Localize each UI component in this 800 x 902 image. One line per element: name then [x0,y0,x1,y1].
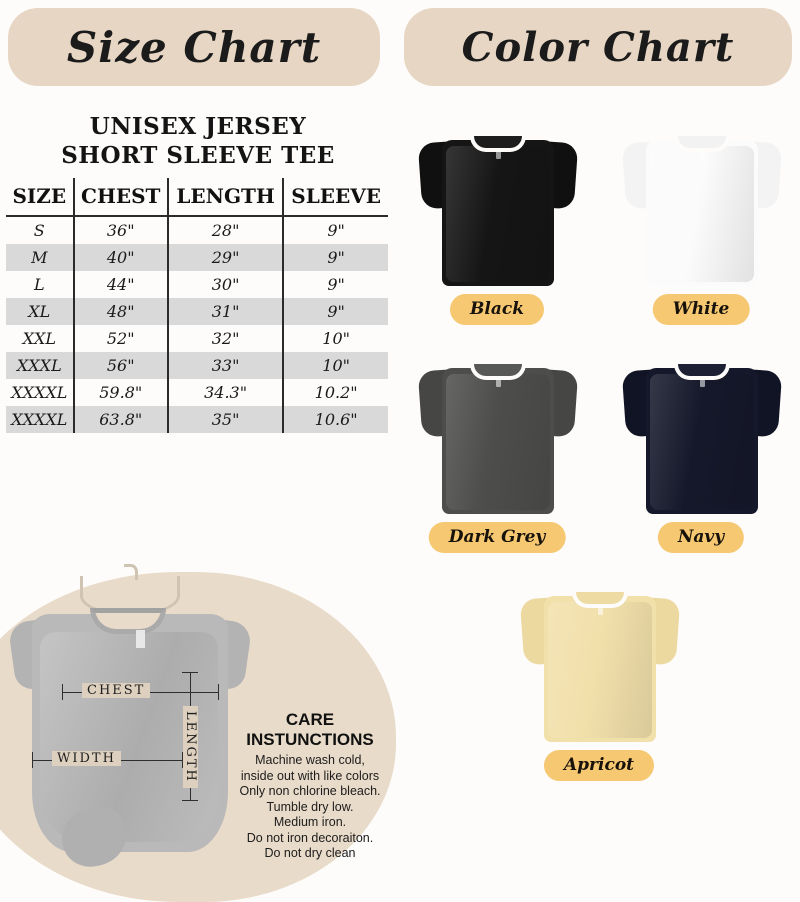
grey-tee-photo [10,572,250,872]
cell-chest: 44" [74,271,168,298]
color-swatch-white[interactable] [606,124,796,336]
care-instructions-line: Machine wash cold, [255,753,365,767]
cell-sleeve: 10" [322,329,350,348]
table-row [6,244,388,271]
table-row [6,379,388,406]
color-label-pill: Dark Grey [429,522,566,553]
width-dimension-tick-left [32,752,33,768]
care-instructions-line: Tumble dry low. [266,799,354,814]
width-dimension-label: WIDTH [52,751,121,766]
cell-length: 29" [168,244,283,271]
care-instructions-line: Do not dry clean [264,846,356,860]
cell-chest: 36" [74,216,168,244]
tee-shading [650,146,754,282]
tee-collar [678,136,726,148]
cell-length: 33" [168,352,283,379]
tee-neck-tag [598,606,603,615]
care-instructions-block [222,710,398,862]
tee-illustration [624,124,780,286]
care-instructions-line: inside out with like colors [240,768,380,783]
tee-illustration [420,352,576,514]
length-dimension-tick-top [182,672,198,673]
care-instructions-line: Do not iron decoraiton. [246,830,374,845]
chest-dimension-label: CHEST [82,683,150,698]
care-instructions-line: Medium iron. [273,815,347,829]
cell-sleeve: 10" [283,352,388,379]
color-label-pill: White [653,294,750,325]
hanger-hook-icon [124,564,138,580]
size-chart-banner-title: Size Chart [66,22,322,72]
tee-illustration [624,352,780,514]
table-row [6,216,388,244]
length-dimension-tick-bottom [182,800,198,801]
size-table-header-chest: CHEST [74,178,168,216]
cell-sleeve: 9" [283,244,388,271]
cell-sleeve: 10.6" [283,406,388,433]
cell-size: L [6,271,74,298]
cell-length: 35" [168,406,283,433]
tee-neck-tag [136,630,145,648]
tee-illustration [522,580,678,742]
length-dimension-label: LENGTH [183,706,198,788]
color-swatch-black[interactable] [402,124,592,336]
size-chart-heading-line2: SHORT SLEEVE TEE [61,142,335,169]
tee-collar [576,592,624,604]
cell-chest: 56" [74,352,168,379]
tee-neck-tag [700,150,705,159]
cell-chest: 52" [74,325,168,352]
chest-dimension-tick-right [218,684,219,700]
tee-neck-tag [700,378,705,387]
color-label-pill: Apricot [544,750,654,781]
size-chart-section [0,96,396,860]
tee-collar [474,364,522,376]
cell-chest: 59.8" [74,379,168,406]
cell-size: XL [6,298,74,325]
cell-size: XXXL [6,352,74,379]
chest-dimension-tick-left [62,684,63,700]
table-row [6,325,388,352]
tee-shading [650,374,754,510]
tee-collar [474,136,522,148]
cell-chest: 48" [74,298,168,325]
color-chart-section [398,96,800,800]
size-table-header-sleeve: SLEEVE [283,178,388,216]
tee-illustration [420,124,576,286]
tee-shading [446,146,550,282]
tee-collar [678,364,726,376]
size-table [6,178,388,433]
cell-length: 34.3" [168,379,283,406]
table-row [6,298,388,325]
color-swatch-navy[interactable] [606,352,796,564]
table-row [6,406,388,433]
size-chart-heading [0,112,396,170]
table-row [6,352,388,379]
cell-chest: 63.8" [74,406,168,433]
size-table-header-size: SIZE [6,178,74,216]
cell-sleeve: 9" [327,221,345,240]
tee-shading [446,374,550,510]
cell-length: 30" [168,271,283,298]
cell-size: M [6,244,74,271]
tee-neck-tag [496,150,501,159]
size-chart-banner [8,8,380,86]
cell-length: 31" [168,298,283,325]
cell-sleeve: 10.2" [314,383,358,402]
size-chart-heading-line1: UNISEX JERSEY [89,113,307,140]
color-chart-banner [404,8,792,86]
cell-size: XXL [6,325,74,352]
cell-chest: 40" [74,244,168,271]
tee-neck-tag [496,378,501,387]
color-label-pill: Black [450,294,544,325]
size-table-header-row [6,178,388,216]
cell-length: 32" [168,325,283,352]
color-label-pill: Navy [658,522,744,553]
color-swatch-dark-grey[interactable] [402,352,592,564]
cell-sleeve: 9" [327,275,345,294]
measurement-illustration [0,552,396,896]
cell-size: XXXXL [6,406,74,433]
care-instructions-title: CARE INSTUNCTIONS [246,710,374,749]
size-table-header-length: LENGTH [168,178,283,216]
tee-shading [548,602,652,738]
cell-size: XXXXL [6,379,74,406]
cell-size: S [6,216,74,244]
color-chart-banner-title: Color Chart [461,23,735,71]
care-instructions-line: Only non chlorine bleach. [239,784,381,798]
color-swatch-apricot[interactable] [504,580,694,792]
cell-sleeve: 9" [283,298,388,325]
table-row [6,271,388,298]
cell-length: 28" [168,216,283,244]
